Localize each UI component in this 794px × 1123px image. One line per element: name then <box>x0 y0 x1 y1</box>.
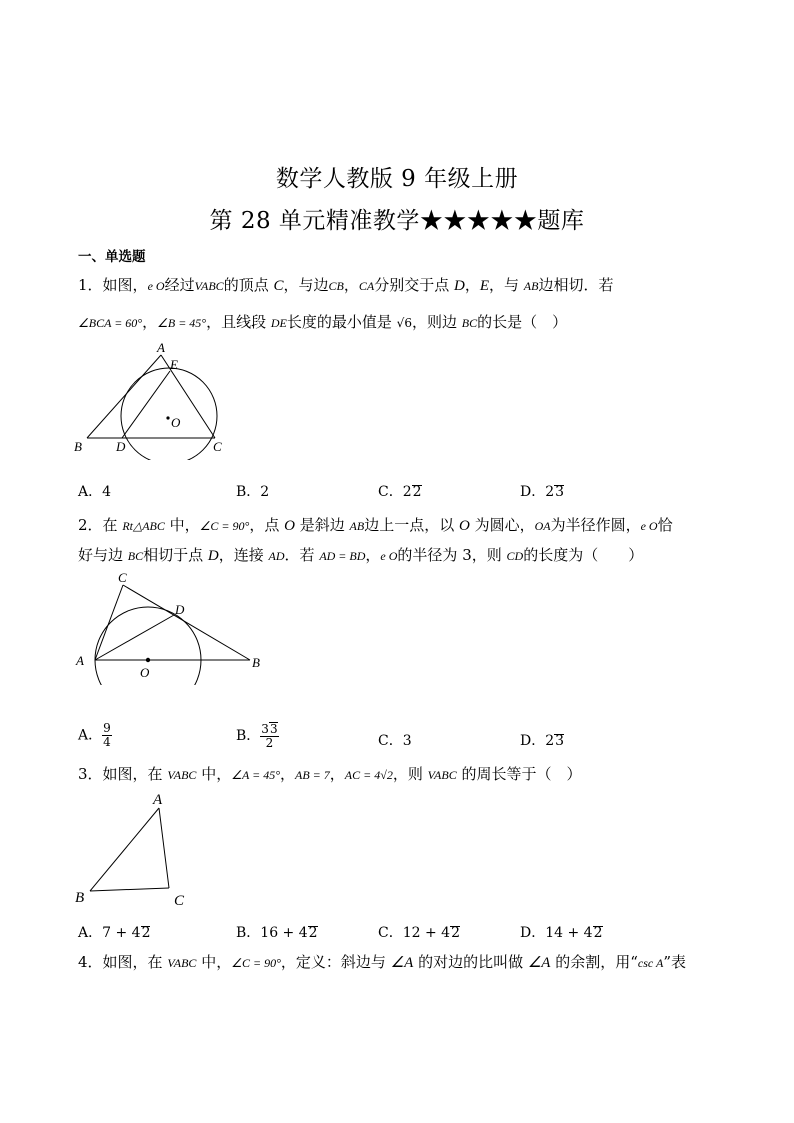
segment-ab <box>87 355 161 438</box>
label-b: B <box>75 890 85 906</box>
segment-ad <box>95 615 174 660</box>
question-3-option-d[interactable]: D．14 + 42 <box>520 925 603 941</box>
label-b: B <box>252 655 260 670</box>
question-1-text-a: 如图，e O经过VABC的顶点 C，与边CB，CA分别交于点 D，E，与 AB边相切．若 <box>102 276 614 294</box>
question-3-text-a: 如图，在 VABC 中，∠A = 45°，AB = 7，AC = 4√2，则 VABC 的周长等于（ ） <box>102 765 582 783</box>
segment-ac <box>159 808 169 888</box>
document-title-line1: 数学人教版 9 年级上册 <box>275 166 519 192</box>
label-c: C <box>213 439 222 454</box>
document-title-line2: 第 28 单元精准教学★★★★★题库 <box>209 208 585 234</box>
segment-de <box>122 371 170 438</box>
question-1-line1 <box>78 275 613 296</box>
center-point-o <box>166 416 169 419</box>
section-header: 一、单选题 <box>78 249 146 265</box>
question-2-option-b[interactable]: B． $\frac{33}{2}$ <box>236 722 278 750</box>
label-b: B <box>74 439 82 454</box>
question-1-option-d[interactable]: D．23 <box>520 484 565 500</box>
label-a: A <box>153 792 163 808</box>
question-1-option-b[interactable]: B．2 <box>236 484 270 500</box>
question-3-option-c[interactable]: C．12 + 42 <box>378 925 460 941</box>
question-3-option-b[interactable]: B．16 + 42 <box>236 925 318 941</box>
label-o: O <box>171 415 181 430</box>
question-number: 1． <box>78 276 103 294</box>
question-1-figure <box>70 340 250 460</box>
segment-cb <box>123 585 250 660</box>
question-4-line1 <box>78 952 686 973</box>
center-point-o <box>146 658 150 662</box>
question-3-option-a[interactable]: A．7 + 42 <box>78 925 151 941</box>
label-o: O <box>140 665 150 680</box>
question-1-line2: ∠BCA = 60°，∠B = 45°，且线段 DE长度的最小值是 √6，则边 BC的长是（ ） <box>78 313 568 331</box>
question-number: 3． <box>78 765 103 783</box>
label-d: D <box>116 439 126 454</box>
question-3-line1 <box>78 764 582 785</box>
question-1-option-a[interactable]: A．4 <box>78 484 112 500</box>
question-4-text-a: 如图，在 VABC 中，∠C = 90°，定义：斜边与 ∠A 的对边的比叫做 ∠A 的余割，用“csc A”表 <box>102 953 687 971</box>
question-2-option-c[interactable]: C．3 <box>378 733 412 749</box>
label-c: C <box>118 570 127 585</box>
question-2-line1 <box>78 515 673 536</box>
question-number: 2． <box>78 516 103 534</box>
label-e: E <box>170 357 178 372</box>
question-2-option-d[interactable]: D．23 <box>520 733 565 749</box>
question-1-option-c[interactable]: C．22 <box>378 484 422 500</box>
question-2-figure <box>70 570 270 685</box>
label-d: D <box>175 602 185 617</box>
question-2-option-a[interactable]: A． $\frac{9}{4}$ <box>78 721 111 749</box>
label-a: A <box>157 340 165 355</box>
segment-ab <box>90 808 159 891</box>
label-a: A <box>76 653 84 668</box>
circle-o <box>121 368 217 460</box>
question-2-text-a: 在 Rt△ABC 中，∠C = 90°，点 O 是斜边 AB边上一点，以 O 为圆心，OA为半径作圆，e O恰 <box>102 516 673 534</box>
question-number: 4． <box>78 953 103 971</box>
segment-bc <box>90 888 169 891</box>
question-2-line2: 好与边 BC相切于点 D，连接 AD．若 AD = BD，e O的半径为 3，则 CD的长度为（ ） <box>78 546 644 564</box>
segment-ac <box>95 585 123 660</box>
question-3-figure <box>70 788 200 913</box>
label-c: C <box>174 893 185 909</box>
